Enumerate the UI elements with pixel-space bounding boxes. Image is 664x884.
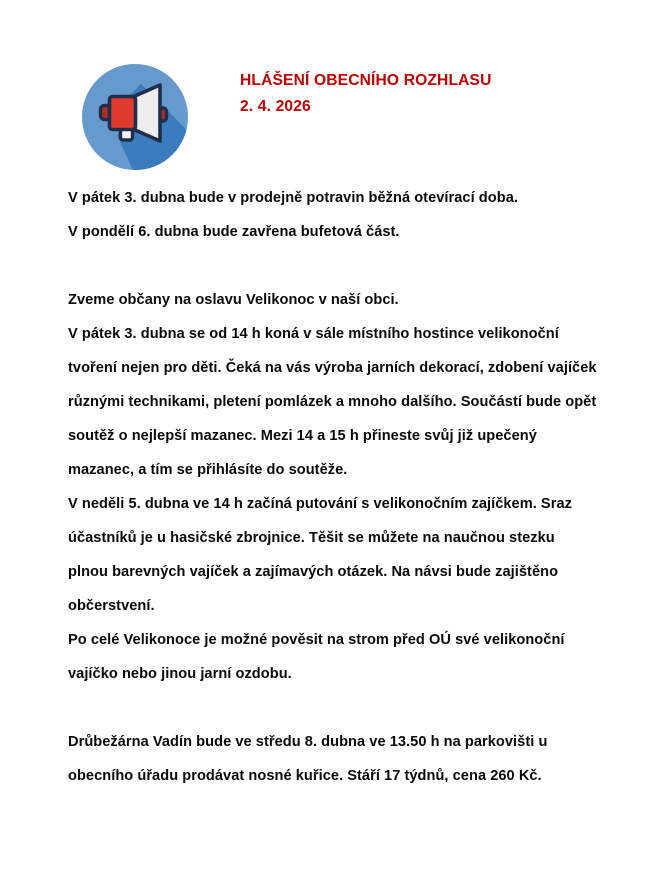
document-header	[0, 0, 664, 185]
text-line: V pátek 3. dubna se od 14 h koná v sále místního hostince velikonoční tvoření nejen pro děti. Čeká na vás výroba jarních dekorací, zdobení vajíček různými technikami, pletení pomlázek a mnoho dalšího. Součástí bude opět soutěž o nejlepší mazanec. Mezi 14 a 15 h přineste svůj již upečený mazanec, a tím se přihlásíte do soutěže.	[68, 326, 597, 478]
text-line: V pátek 3. dubna bude v prodejně potravin běžná otevírací doba.	[68, 190, 518, 206]
document-date: 2. 4. 2026	[240, 98, 311, 115]
text-line: Drůbežárna Vadín bude ve středu 8. dubna ve 13.50 h na parkovišti u obecního úřadu prodávat nosné kuřice. Stáří 17 týdnů, cena 260 Kč.	[68, 734, 548, 784]
paragraph-shop-hours	[68, 181, 598, 249]
paragraph-easter-celebration	[68, 283, 598, 691]
text-line: Po celé Velikonoce je možné pověsit na strom před OÚ své velikonoční vajíčko nebo jinou jarní ozdobu.	[68, 632, 565, 682]
megaphone-announcement-icon	[81, 63, 189, 171]
text-line: V neděli 5. dubna ve 14 h začíná putování s velikonočním zajíčkem. Sraz účastníků je u hasičské zbrojnice. Těšit se můžete na naučnou stezku plnou barevných vajíček a zajímavých otázek. Na návsi bude zajištěno občerstvení.	[68, 496, 572, 614]
document-title: HLÁŠENÍ OBECNÍHO ROZHLASU	[240, 72, 492, 89]
text-line: Zveme občany na oslavu Velikonoc v naší obci.	[68, 292, 399, 308]
text-line: V pondělí 6. dubna bude zavřena bufetová část.	[68, 224, 400, 240]
paragraph-poultry-sale	[68, 725, 598, 793]
document-body	[68, 181, 598, 793]
title-block	[240, 68, 640, 120]
